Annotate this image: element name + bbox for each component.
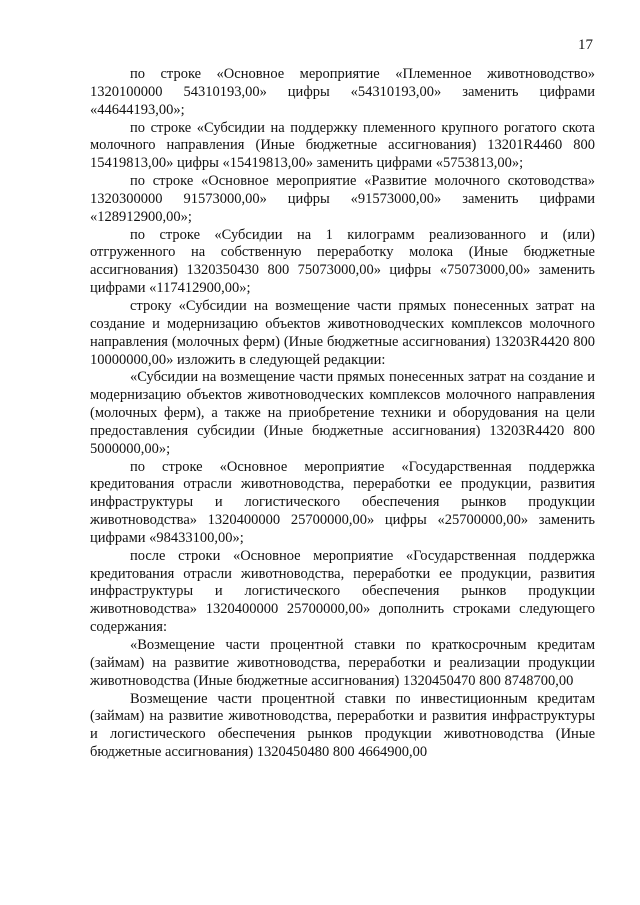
paragraph-8: после строки «Основное мероприятие «Государственная поддержка кредитования отрасли животноводства, переработки ее продукции, развития инфраструктуры и логистического обеспечения рынков продукции животноводства» 1320400000 25700000,00» дополнить строками следующего содержания:	[90, 547, 595, 636]
paragraph-6: «Субсидии на возмещение части прямых понесенных затрат на создание и модернизацию объектов животноводческих комплексов молочного направления (молочных ферм), а также на приобретение техники и оборудования на цели предоставления субсидии (Иные бюджетные ассигнования) 13203R4420 800 5000000,00»;	[90, 369, 595, 457]
paragraph-9: «Возмещение части процентной ставки по краткосрочным кредитам (займам) на развитие животноводства, переработки и реализации продукции животноводства (Иные бюджетные ассигнования) 1320450470 800 8748700,00	[90, 637, 595, 689]
paragraph-4: по строке «Субсидии на 1 килограмм реализованного и (или) отгруженного на собственную переработку молока (Иные бюджетные ассигнования) 1320350430 800 75073000,00» цифры «75073000,00» заменить цифрами «117412900,00»;	[90, 226, 595, 297]
paragraph-5: строку «Субсидии на возмещение части прямых понесенных затрат на создание и модернизацию объектов животноводческих комплексов молочного направления (молочных ферм) (Иные бюджетные ассигнования) 13203R4420 800 10000000,00» изложить в следующей редакции:	[90, 297, 595, 368]
paragraph-7: по строке «Основное мероприятие «Государственная поддержка кредитования отрасли животноводства, переработки ее продукции, развития инфраструктуры и логистического обеспечения рынков продукции животноводства» 1320400000 25700000,00» цифры «25700000,00» заменить цифрами «98433100,00»;	[90, 458, 595, 546]
page-number: 17	[578, 37, 593, 53]
paragraph-10: Возмещение части процентной ставки по инвестиционным кредитам (займам) на развитие животноводства, переработки и развития инфраструктуры и логистического обеспечения рынков продукции животноводства (Иные бюджетные ассигнования) 1320450480 800 4664900,00	[90, 690, 595, 761]
paragraph-2: по строке «Субсидии на поддержку племенного крупного рогатого скота молочного направления (Иные бюджетные ассигнования) 13201R4460 800 15419813,00» цифры «15419813,00» заменить цифрами «5753813,00»;	[90, 119, 595, 172]
paragraph-3: по строке «Основное мероприятие «Развитие молочного скотоводства» 1320300000 91573000,00» цифры «91573000,00» заменить цифрами «128912900,00»;	[90, 173, 595, 225]
document-body	[90, 66, 595, 762]
paragraph-1: по строке «Основное мероприятие «Племенное животноводство» 1320100000 54310193,00» цифры «54310193,00» заменить цифрами «44644193,00»;	[90, 66, 595, 118]
